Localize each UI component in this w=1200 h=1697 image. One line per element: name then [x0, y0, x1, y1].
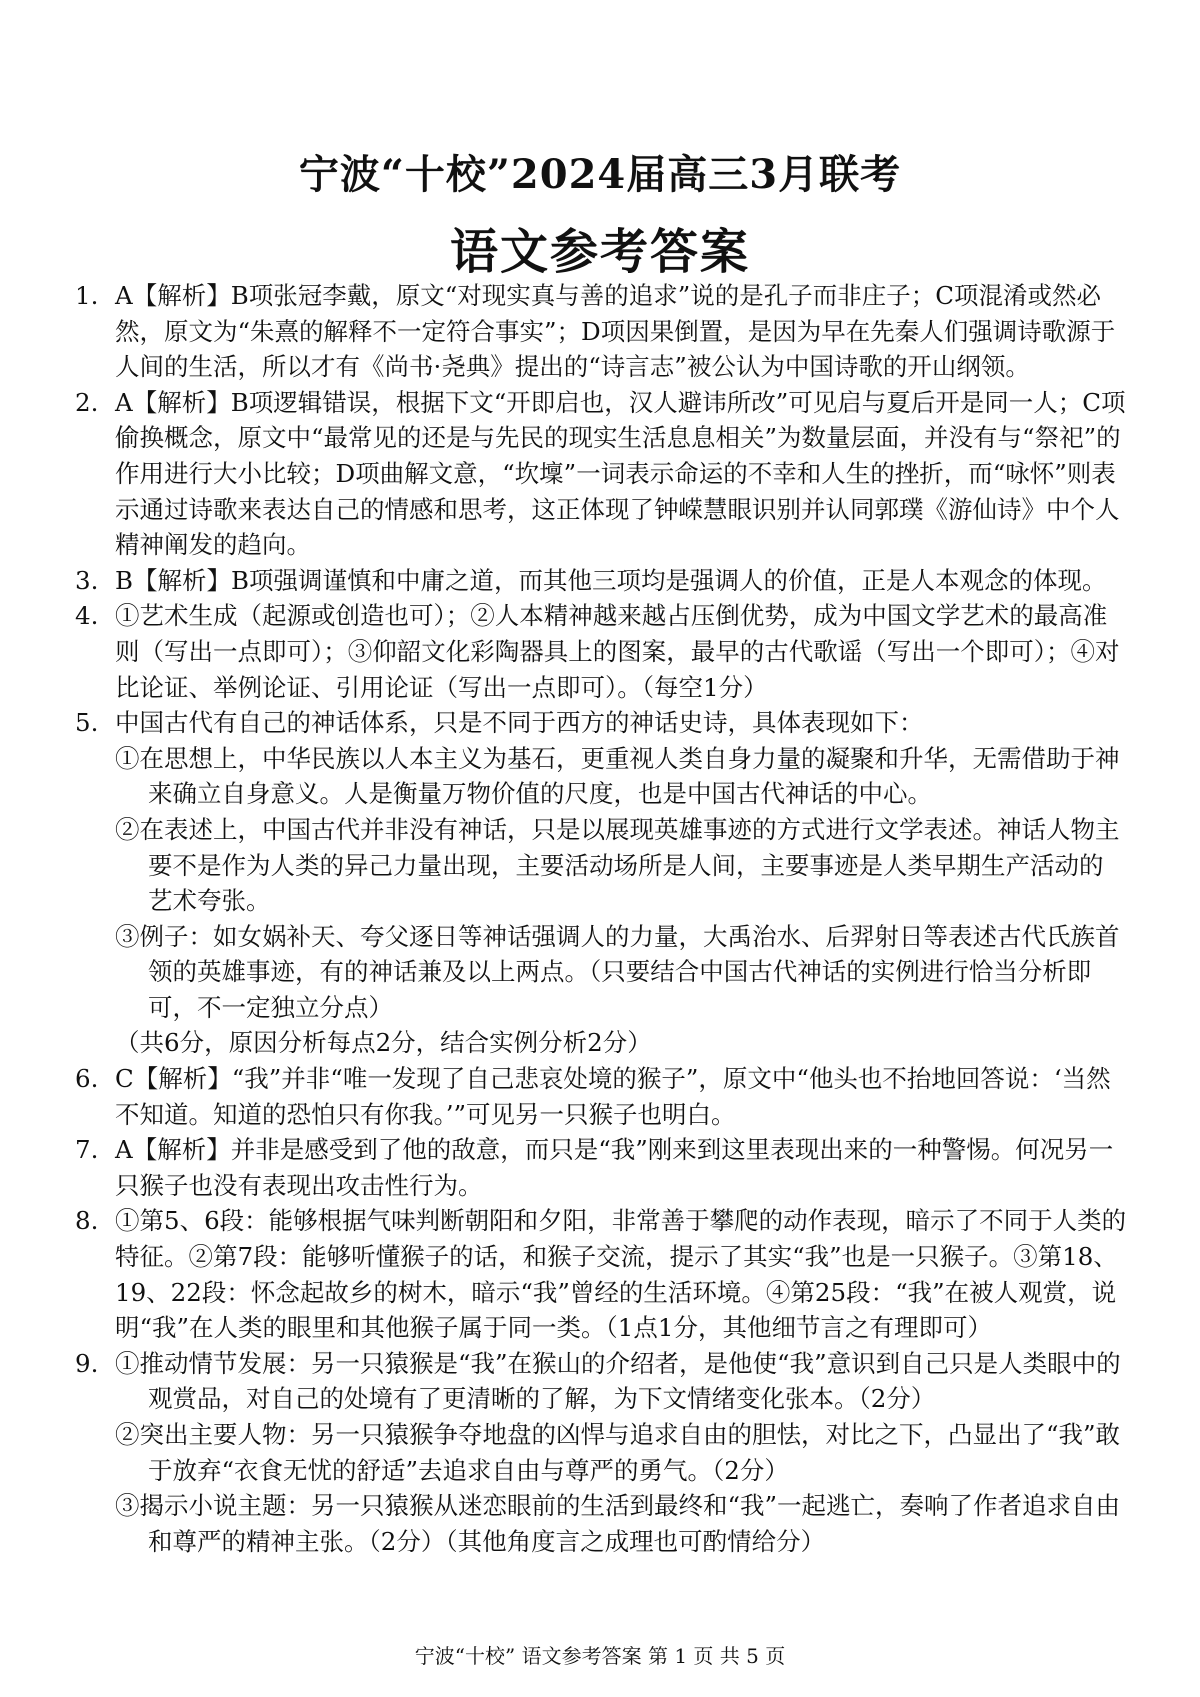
item-text: A【解析】并非是感受到了他的敌意，而只是“我”刚来到这里表现出来的一种警惕。何况另一只猴子也没有表现出攻击性行为。 [115, 1135, 1114, 1200]
scoring-note: （共6分，原因分析每点2分，结合实例分析2分） [115, 1028, 652, 1058]
sub-point: ②突出主要人物：另一只猿猴争夺地盘的凶悍与追求自由的胆怯，对比之下，凸显出了“我”敢于放弃“衣食无忧的舒适”去追求自由与尊严的勇气。（2分） [115, 1420, 1121, 1485]
item-number: 9. [75, 1348, 99, 1378]
document-title: 宁波“十校”2024届高三3月联考 [298, 151, 902, 198]
page-footer: 宁波“十校” 语文参考答案 第 1 页 共 5 页 [414, 1644, 786, 1668]
item-number: 4. [75, 601, 99, 631]
item-text: C【解析】“我”并非“唯一发现了自己悲哀处境的猴子”，原文中“他头也不抬地回答说：‘当然不知道。知道的恐怕只有你我。’”可见另一只猴子也明白。 [115, 1064, 1111, 1129]
item-text: A【解析】B项张冠李戴，原文“对现实真与善的追求”说的是孔子而非庄子；C项混淆或然必然，原文为“朱熹的解释不一定符合事实”；D项因果倒置，是因为早在先秦人们强调诗歌源于人间的生活，所以才有《尚书·尧典》提出的“诗言志”被公认为中国诗歌的开山纲领。 [115, 281, 1116, 382]
item-number: 2. [75, 387, 99, 417]
item-number: 1. [75, 281, 99, 310]
answer-list [75, 278, 1127, 1559]
document-subtitle: 语文参考答案 [449, 224, 750, 280]
item-number: 6. [75, 1064, 99, 1094]
item-text: ①第5、6段：能够根据气味判断朝阳和夕阳，非常善于攀爬的动作表现，暗示了不同于人类的特征。②第7段：能够听懂猴子的话，和猴子交流，提示了其实“我”也是一只猴子。③第18、19、22段：怀念起故乡的树木，暗示“我”曾经的生活环境。④第25段：“我”在被人观赏，说明“我”在人类的眼里和其他猴子属于同一类。（1点1分，其他细节言之有理即可） [115, 1206, 1127, 1343]
answer-item-6 [75, 1061, 1127, 1132]
answer-item-8 [75, 1203, 1127, 1345]
answer-item-3 [75, 563, 1127, 599]
item-number: 8. [75, 1206, 99, 1236]
sub-point: ③揭示小说主题：另一只猿猴从迷恋眼前的生活到最终和“我”一起逃亡，奏响了作者追求自由和尊严的精神主张。（2分）（其他角度言之成理也可酌情给分） [115, 1491, 1121, 1556]
sub-point: ②在表述上，中国古代并非没有神话，只是以展现英雄事迹的方式进行文学表述。神话人物主要不是作为人类的异己力量出现，主要活动场所是人间，主要事迹是人类早期生产活动的艺术夸张。 [115, 814, 1120, 916]
item-text: A【解析】B项逻辑错误，根据下文“开即启也，汉人避讳所改”可见启与夏后开是同一人；C项偷换概念，原文中“最常见的还是与先民的现实生活息息相关”为数量层面，并没有与“祭祀”的作用进行大小比较；D项曲解文意，“坎壈”一词表示命运的不幸和人生的挫折，而“咏怀”则表示通过诗歌来表达自己的情感和思考，这正体现了钟嵘慧眼识别并认同郭璞《游仙诗》中个人精神阐发的趋向。 [115, 387, 1126, 560]
item-number: 5. [75, 708, 99, 738]
answer-item-9 [75, 1346, 1127, 1560]
answer-item-5 [75, 705, 1127, 1061]
item-number: 7. [75, 1135, 99, 1165]
item-number: 3. [75, 565, 99, 595]
sub-point: ①推动情节发展：另一只猿猴是“我”在猴山的介绍者，是他使“我”意识到自己只是人类眼中的观赏品，对自己的处境有了更清晰的了解，为下文情绪变化张本。（2分） [115, 1348, 1121, 1414]
sub-point: ③例子：如女娲补天、夸父逐日等神话强调人的力量，大禹治水、后羿射日等表述古代氏族首领的英雄事迹，有的神话兼及以上两点。（只要结合中国古代神话的实例进行恰当分析即可，不一定独立分点） [115, 921, 1120, 1022]
sub-point: ①在思想上，中华民族以人本主义为基石，更重视人类自身力量的凝聚和升华，无需借助于神来确立自身意义。人是衡量万物价值的尺度，也是中国古代神话的中心。 [115, 743, 1120, 809]
answer-item-2 [75, 385, 1127, 563]
item-text: ①艺术生成（起源或创造也可）；②人本精神越来越占压倒优势，成为中国文学艺术的最高准则（写出一点即可）；③仰韶文化彩陶器具上的图案，最早的古代歌谣（写出一个即可）；④对比论证、举例论证、引用论证（写出一点即可）。（每空1分） [115, 601, 1120, 702]
answer-item-1 [75, 278, 1127, 385]
answer-item-7 [75, 1132, 1127, 1203]
answer-item-4 [75, 598, 1127, 705]
item-text: B【解析】B项强调谨慎和中庸之道，而其他三项均是强调人的价值，正是人本观念的体现。 [115, 565, 1107, 595]
item-text: 中国古代有自己的神话体系，只是不同于西方的神话史诗，具体表现如下： [115, 708, 924, 738]
